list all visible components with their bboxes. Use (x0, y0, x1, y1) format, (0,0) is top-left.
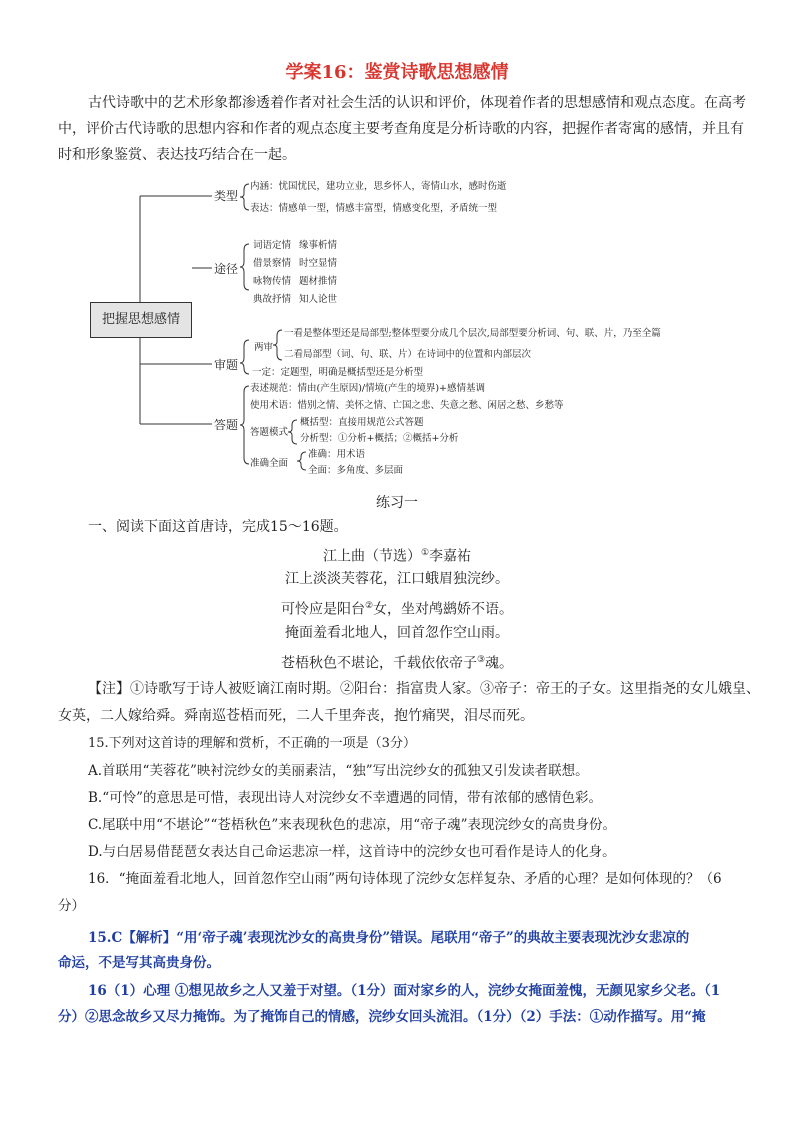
answer-line: 命运，不是写其高贵身份。 (58, 955, 220, 971)
note-line-2: 女英，二人嫁给舜。舜南巡苍梧而死，二人千里奔丧，抱竹痛哭，泪尽而死。 (58, 708, 534, 724)
poem-line-text: 掩面羞看北地人，回首忽作空山雨。 (285, 625, 509, 641)
intro-line-2: 中，评价古代诗歌的思想内容和作者的观点态度主要考查角度是分析诗歌的内容，把握作者寄寓的感情，并且有 (58, 121, 744, 137)
q15-option-a: A.首联用“芙蓉花”映衬浣纱女的美丽素洁，“独”写出浣纱女的孤独又引发读者联想。 (88, 763, 589, 779)
mindmap-shenti-label: 审题 (214, 358, 239, 372)
answer-line: 16（1）心理 ①想见故乡之人又羞于对望。（1分）面对家乡的人，浣纱女掩面羞愧，无颜见家乡父老。（1 (88, 983, 721, 999)
mindmap-shenti-sub-item: 二看局部型（词、句、联、片）在诗词中的位置和内部层次 (284, 349, 532, 360)
poem-line-mark: ③ (476, 655, 486, 665)
mindmap-leixing-item: 内涵：忧国忧民，建功立业，思乡怀人，寄情山水，感时伤逝 (250, 181, 507, 192)
note-line-1: 【注】①诗歌写于诗人被贬谪江南时期。②阳台：指富贵人家。③帝子：帝王的子女。这里指尧的女儿娥皇、 (88, 681, 760, 697)
poem-line (0, 593, 794, 623)
poem-line (0, 647, 794, 677)
mindmap-tujing-label: 途径 (214, 262, 239, 276)
mindmap-tujing-item-b: 时空显情 (299, 258, 338, 269)
poem-line-text: 魂。 (485, 655, 514, 672)
mindmap-tujing-item-a: 典故抒情 (253, 294, 292, 305)
mindmap-shenti-sub-label: 两审 (254, 342, 274, 353)
poem-line-text: 可怜应是阳台 (280, 601, 365, 618)
mindmap-dati-zhunque-item: 全面：多角度、多层面 (308, 465, 404, 476)
mindmap-dati-shuyu: 使用术语：惜别之情、美怀之情、亡国之悲、失意之愁、闲居之愁、乡愁等 (250, 400, 564, 411)
mindmap-tujing-item-a: 咏物传情 (253, 276, 292, 287)
answer-line: 15.C【解析】“用‘帝子魂’表现沈沙女的高贵身份”错误。尾联用“帝子”的典故主要表现沈沙女悲凉的 (88, 930, 690, 946)
exercise-heading: 练习一 (376, 495, 418, 511)
mindmap-dati-moshi-item: 分析型：①分析+概括；②概括+分析 (300, 433, 459, 444)
q15-stem: 15.下列对这首诗的理解和赏析，不正确的一项是（3分） (88, 736, 416, 751)
poem-title-mark: ① (420, 548, 430, 558)
mindmap-tujing-item-a: 借景察情 (253, 258, 292, 269)
mindmap-dati-zhunque-item: 准确：用术语 (308, 449, 366, 460)
mindmap-dati-guifan: 表述规范：情由(产生原因)/情境(产生的境界)+感情基调 (250, 383, 485, 394)
poem-line-text: 女，坐对鸬鹚娇不语。 (373, 601, 514, 618)
instruction: 一、阅读下面这首唐诗，完成15～16题。 (88, 519, 348, 535)
mindmap-shenti-yiding: 一定：定题型，明确是概括型还是分析型 (252, 367, 424, 378)
answer-line: 分）②思念故乡又尽力掩饰。为了掩饰自己的情感，浣纱女回头流泪。（1分）（2）手法：①动作描写。用“掩 (58, 1009, 706, 1025)
mindmap-root-box (90, 302, 192, 338)
mindmap-tujing-item-a: 词语定情 (253, 240, 292, 251)
mindmap-tujing-item-b: 题材推情 (299, 276, 338, 287)
poem-title-text: 江上曲（节选） (322, 548, 421, 565)
intro-line-3: 时和形象鉴赏、表达技巧结合在一起。 (58, 147, 296, 163)
page-title: 学案16：鉴赏诗歌思想感情 (285, 62, 509, 83)
mindmap-leixing-label: 类型 (214, 189, 239, 203)
mindmap-shenti-sub-item: 一看是整体型还是局部型;整体型要分成几个层次,局部型要分析词、句、联、片，乃至全篇 (284, 328, 661, 339)
poem-line (0, 620, 794, 646)
intro-line-1: 古代诗歌中的艺术形象都渗透着作者对社会生活的认识和评价，体现着作者的思想感情和观点态度。在高考 (88, 95, 746, 111)
q16-line-1: 16．“掩面羞看北地人，回首忽作空山雨”两句诗体现了浣纱女怎样复杂、矛盾的心理？是如何体现的？（6 (88, 871, 722, 887)
mindmap-dati-moshi-item: 概括型：直接用规范公式答题 (300, 417, 424, 428)
poem-line-mark: ② (364, 601, 374, 611)
poem-line-text: 江上淡淡芙蓉花，江口蛾眉独浣纱。 (285, 571, 509, 587)
q16-line-2: 分） (58, 898, 85, 914)
mindmap-dati-moshi-label: 答题模式 (250, 427, 289, 438)
poem-line (0, 566, 794, 592)
mindmap-dati-label: 答题 (214, 418, 239, 432)
mindmap-tujing-item-b: 知人论世 (299, 294, 338, 305)
mindmap-tujing-item-b: 缘事析情 (299, 240, 338, 251)
q15-option-d: D.与白居易借琵琶女表达自己命运悲凉一样，这首诗中的浣纱女也可看作是诗人的化身。 (88, 844, 616, 860)
q15-option-c: C.尾联中用“不堪论”“苍梧秋色”来表现秋色的悲凉，用“帝子魂”表现浣纱女的高贵身份。 (88, 817, 617, 833)
poem-line-text: 苍梧秋色不堪论，千载依依帝子 (280, 655, 477, 672)
mindmap-leixing-item: 表达：情感单一型，情感丰富型，情感变化型，矛盾统一型 (250, 203, 498, 214)
poem-author: 李嘉祐 (429, 548, 472, 565)
q15-option-b: B.“可怜”的意思是可惜，表现出诗人对浣纱女不幸遭遇的同情，带有浓郁的感情色彩。 (88, 790, 603, 806)
mindmap-root-label: 把握思想感情 (101, 312, 180, 327)
mindmap-dati-zhunque-label: 准确全面 (250, 458, 289, 469)
